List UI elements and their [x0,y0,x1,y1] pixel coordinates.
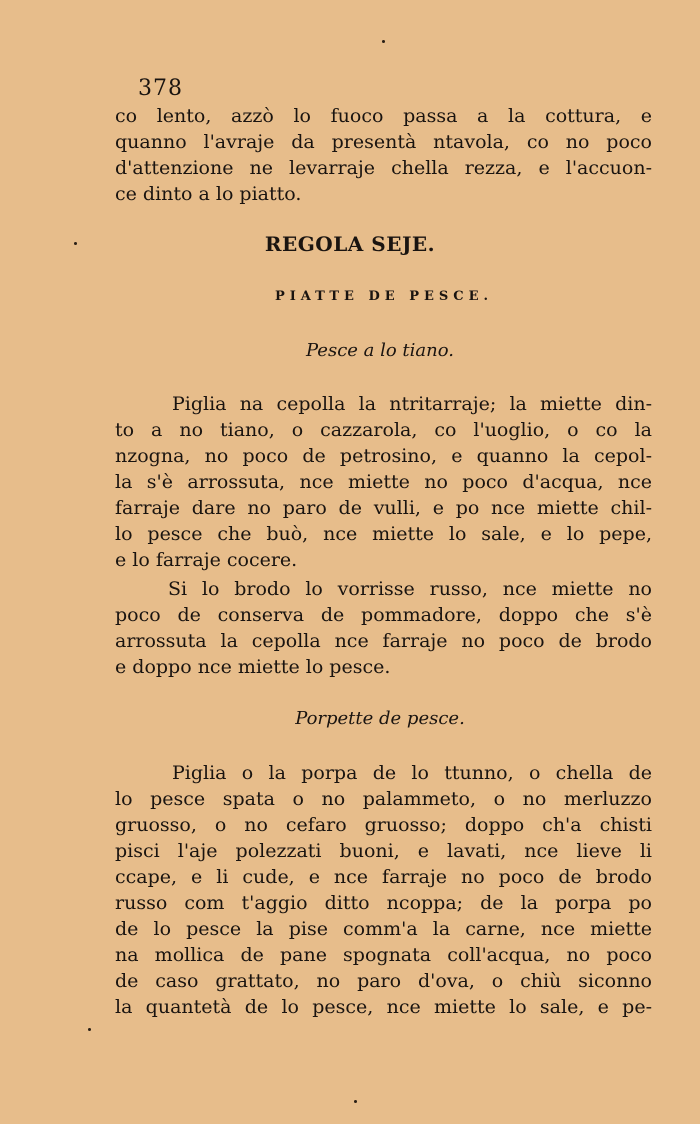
ink-speck [88,1028,91,1031]
text-line: e doppo nce miette lo pesce. [115,656,391,678]
section-title: REGOLA SEJE. [264,232,436,256]
text-line: arrossuta la cepolla nce farraje no poco de brodo [115,630,652,652]
text-line: quanno l'avraje da presentà ntavola, co no poco [115,131,652,153]
text-line: Si lo brodo lo vorrisse russo, nce miette no [168,578,652,600]
text-line: farraje dare no paro de vulli, e po nce miette chil- [115,497,652,519]
text-line: de lo pesce la pise comm'a la carne, nce miette [115,918,652,940]
text-line: de caso grattato, no paro d'ova, o chiù siconno [115,970,652,992]
text-line: la quantetà de lo pesce, nce miette lo sale, e pe- [115,996,652,1018]
text-line: to a no tiano, o cazzarola, co l'uoglio, o co la [115,419,652,441]
text-line: lo pesce spata o no palammeto, o no merluzzo [115,788,652,810]
text-line: e lo farraje cocere. [115,549,298,571]
text-line: russo com t'aggio ditto ncoppa; de la porpa po [115,892,652,914]
text-line: nzogna, no poco de petrosino, e quanno la cepol- [115,445,652,467]
text-line: pisci l'aje polezzati buoni, e lavati, nce lieve li [115,840,652,862]
text-line: Piglia na cepolla la ntritarraje; la miette din- [172,393,652,415]
ink-speck [354,1100,357,1103]
text-line: ccape, e li cude, e nce farraje no poco de brodo [115,866,652,888]
text-line: Piglia o la porpa de lo ttunno, o chella de [172,762,652,784]
ink-speck [382,40,385,43]
page-number: 378 [138,76,183,101]
text-line: na mollica de pane spognata coll'acqua, no poco [115,944,652,966]
text-line: poco de conserva de pommadore, doppo che s'è [115,604,652,626]
recipe-title: Pesce a lo tiano. [306,340,454,361]
text-line: co lento, azzò lo fuoco passa a la cottura, e [115,105,652,127]
text-line: gruosso, o no cefaro gruosso; doppo ch'a chisti [115,814,652,836]
text-line: lo pesce che buò, nce miette lo sale, e lo pepe, [115,523,652,545]
text-line: la s'è arrossuta, nce miette no poco d'acqua, nce [115,471,652,493]
subsection-title: PIATTE DE PESCE. [274,289,494,304]
recipe-title: Porpette de pesce. [295,708,465,729]
text-line: d'attenzione ne levarraje chella rezza, e l'accuon- [115,157,652,179]
text-line: ce dinto a lo piatto. [115,183,302,205]
